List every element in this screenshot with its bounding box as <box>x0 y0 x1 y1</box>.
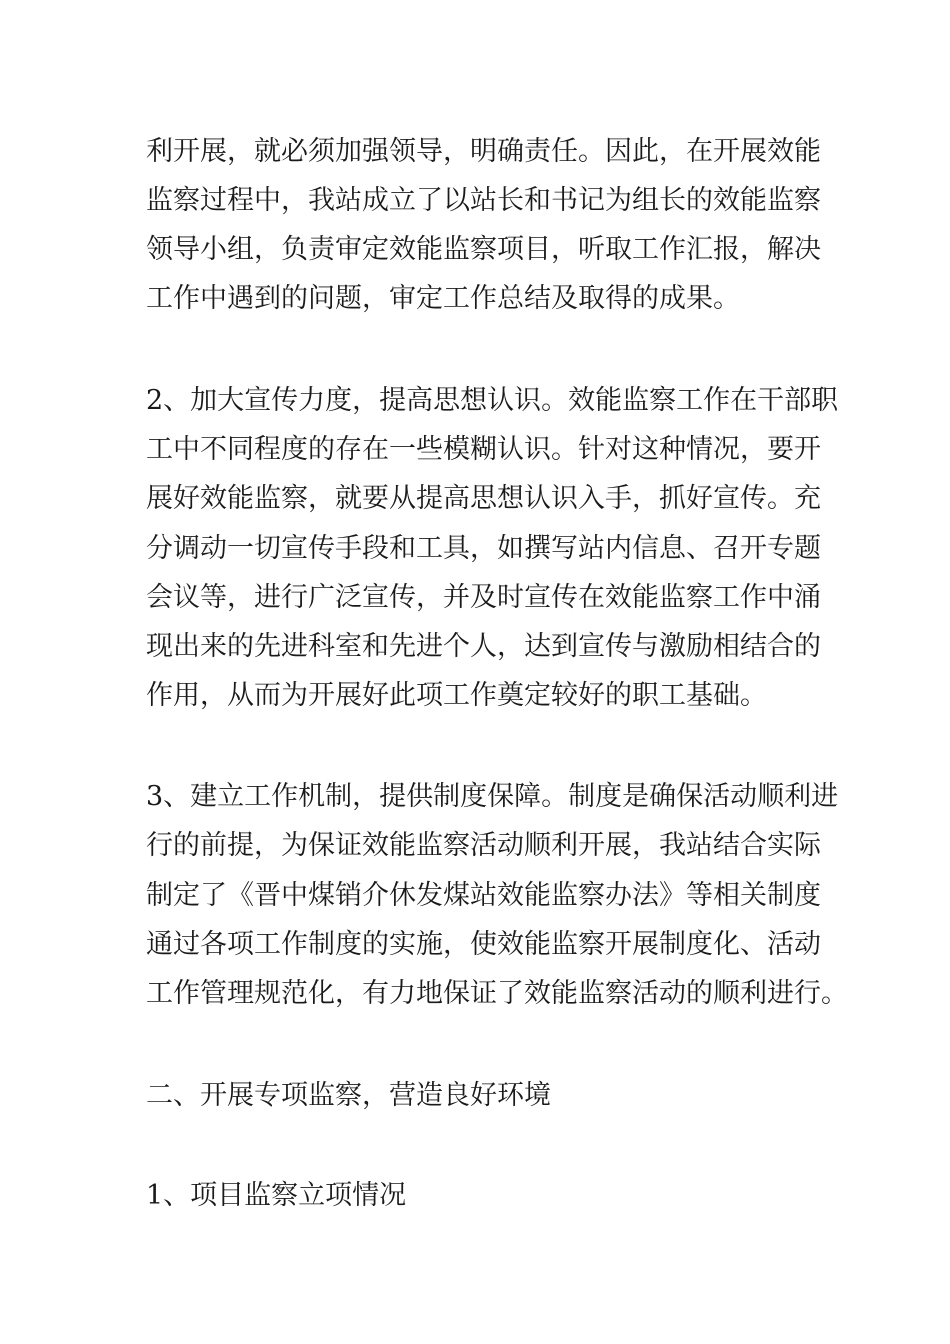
paragraph-1-line-1: 利开展，就必须加强领导，明确责任。因此，在开展效能 <box>146 136 821 167</box>
paragraph-2-line-2: 工中不同程度的存在一些模糊认识。针对这种情况，要开 <box>146 434 821 465</box>
paragraph-3-line-2: 行的前提，为保证效能监察活动顺利开展，我站结合实际 <box>146 830 821 861</box>
paragraph-1-line-2: 监察过程中，我站成立了以站长和书记为组长的效能监察 <box>146 185 821 216</box>
paragraph-1-line-4: 工作中遇到的问题，审定工作总结及取得的成果。 <box>146 283 740 314</box>
paragraph-2-line-6: 现出来的先进科室和先进个人，达到宣传与激励相结合的 <box>146 631 821 662</box>
paragraph-2-line-7: 作用，从而为开展好此项工作奠定较好的职工基础。 <box>146 680 767 711</box>
subsection-heading: 1、项目监察立项情况 <box>146 1180 407 1211</box>
paragraph-2-line-4: 分调动一切宣传手段和工具，如撰写站内信息、召开专题 <box>146 533 821 564</box>
paragraph-3-line-5: 工作管理规范化，有力地保证了效能监察活动的顺利进行。 <box>146 978 848 1009</box>
paragraph-2-line-5: 会议等，进行广泛宣传，并及时宣传在效能监察工作中涌 <box>146 582 821 613</box>
paragraph-1-line-3: 领导小组，负责审定效能监察项目，听取工作汇报，解决 <box>146 234 821 265</box>
paragraph-2-line-3: 展好效能监察，就要从提高思想认识入手，抓好宣传。充 <box>146 483 821 514</box>
paragraph-3-line-3: 制定了《晋中煤销介休发煤站效能监察办法》等相关制度 <box>146 880 821 911</box>
paragraph-3-line-4: 通过各项工作制度的实施，使效能监察开展制度化、活动 <box>146 929 821 960</box>
paragraph-3-line-1: 3、建立工作机制，提供制度保障。制度是确保活动顺利进 <box>146 781 839 812</box>
paragraph-2-line-1: 2、加大宣传力度，提高思想认识。效能监察工作在干部职 <box>146 385 839 416</box>
section-heading: 二、开展专项监察，营造良好环境 <box>146 1080 551 1111</box>
